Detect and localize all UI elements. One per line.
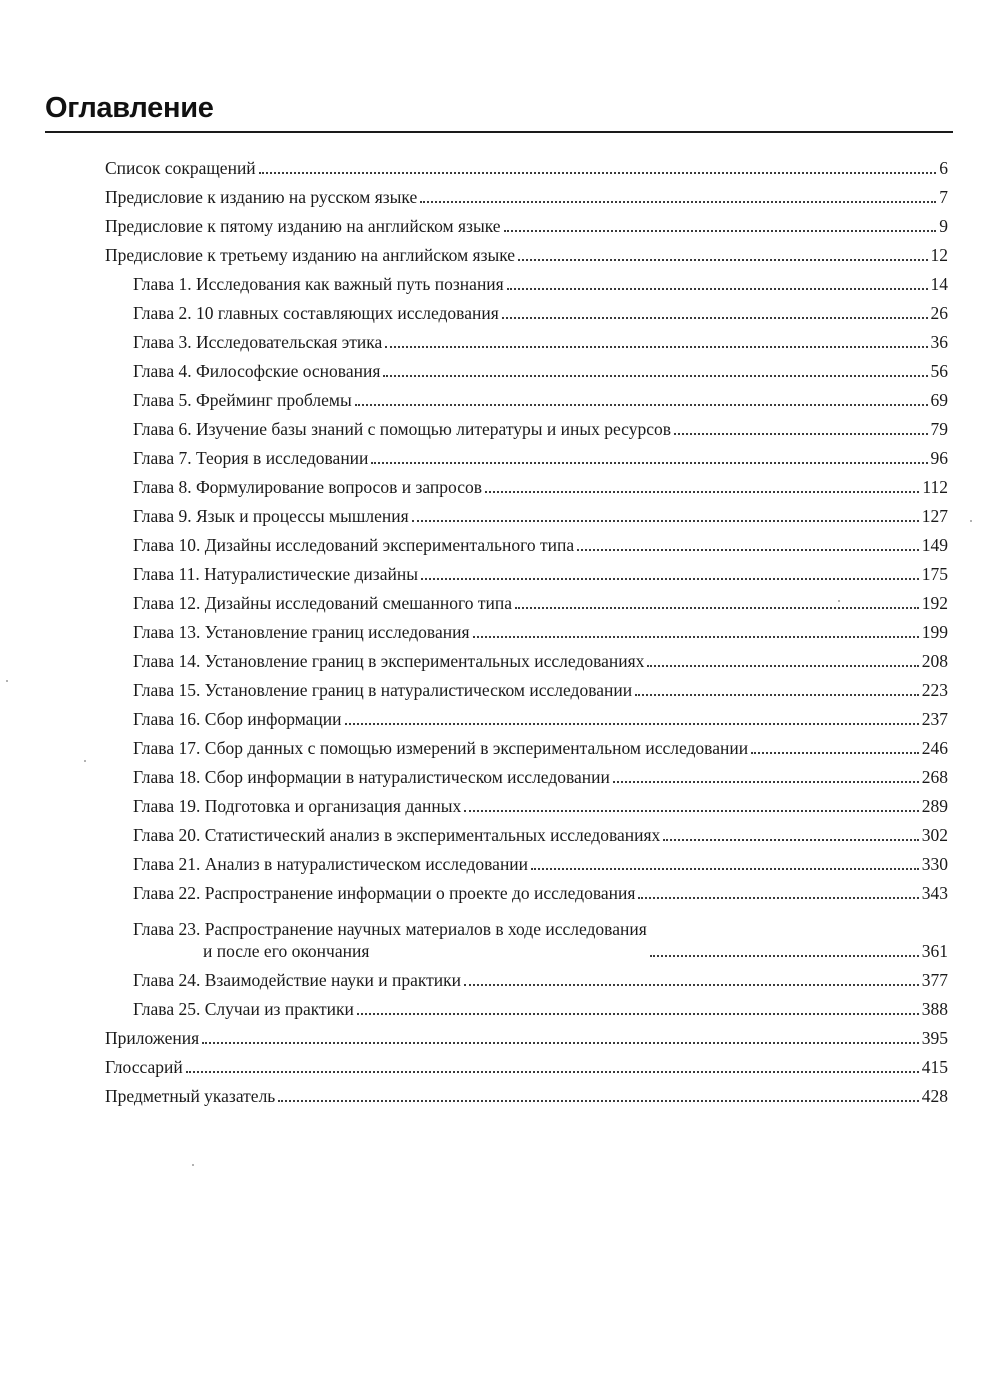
toc-entry-label: Предметный указатель xyxy=(105,1086,276,1106)
toc-chapter-entry[interactable] xyxy=(0,788,1000,817)
dot-leader xyxy=(635,694,919,696)
toc-chapter-entry[interactable] xyxy=(0,585,1000,614)
toc-entry-label: Глава 22. Распространение информации о проекте до исследования xyxy=(133,883,636,903)
toc-entry-page: 208 xyxy=(921,651,948,671)
toc-entry-label: Приложения xyxy=(105,1028,200,1048)
toc-entry-label: Глава 25. Случаи из практики xyxy=(133,999,354,1019)
toc-entry-page: 415 xyxy=(921,1057,948,1077)
toc-chapter-entry[interactable] xyxy=(0,875,1000,904)
toc-entry[interactable] xyxy=(0,237,1000,266)
toc-entry-label: Глава 5. Фрейминг проблемы xyxy=(133,390,352,410)
toc-chapter-entry[interactable] xyxy=(0,730,1000,759)
toc-entry-page: 56 xyxy=(930,361,948,381)
dot-leader xyxy=(259,172,937,174)
toc-entry-label: Глава 17. Сбор данных с помощью измерений в экспериментальном исследовании xyxy=(133,738,749,758)
dot-leader xyxy=(650,955,919,957)
scan-speck xyxy=(838,600,840,602)
toc-entry-page: 302 xyxy=(921,825,948,845)
toc-chapter-entry[interactable] xyxy=(0,527,1000,556)
toc-entry-label: Глава 9. Язык и процессы мышления xyxy=(133,506,409,526)
toc-entry-label: Глава 10. Дизайны исследований экспериментального типа xyxy=(133,535,575,555)
toc-entry-label: Глава 16. Сбор информации xyxy=(133,709,342,729)
dot-leader xyxy=(345,723,919,725)
toc-entry-label-line: Глава 23. Распространение научных материалов в ходе исследования xyxy=(133,919,647,939)
toc-entry-label: Глава 13. Установление границ исследования xyxy=(133,622,470,642)
toc-entry-page: 223 xyxy=(921,680,948,700)
dot-leader xyxy=(473,636,919,638)
toc-entry-page: 268 xyxy=(921,767,948,787)
toc-chapter-entry[interactable] xyxy=(0,411,1000,440)
toc-chapter-entry[interactable] xyxy=(0,324,1000,353)
toc-entry-page: 395 xyxy=(921,1028,948,1048)
dot-leader xyxy=(613,781,919,783)
toc-entry-page: 289 xyxy=(921,796,948,816)
toc-entry-label: Глава 21. Анализ в натуралистическом исследовании xyxy=(133,854,529,874)
toc-entry-label: Глава 20. Статистический анализ в экспериментальных исследованиях xyxy=(133,825,661,845)
toc-entry-label: Глава 12. Дизайны исследований смешанного типа xyxy=(133,593,513,613)
toc-entry-page: 149 xyxy=(921,535,948,555)
scan-speck xyxy=(84,760,86,762)
toc-entry-page: 428 xyxy=(921,1086,948,1106)
dot-leader xyxy=(412,520,919,522)
toc-entry-page: 6 xyxy=(939,158,948,178)
scan-speck xyxy=(6,680,8,682)
toc-entry[interactable] xyxy=(0,1020,1000,1049)
toc-entry-page: 343 xyxy=(921,883,948,903)
toc-entry-page: 246 xyxy=(921,738,948,758)
table-of-contents xyxy=(0,150,1000,1107)
dot-leader xyxy=(202,1042,919,1044)
dot-leader xyxy=(485,491,919,493)
toc-entry-page: 36 xyxy=(930,332,948,352)
toc-chapter-entry[interactable] xyxy=(0,556,1000,585)
toc-entry[interactable] xyxy=(0,150,1000,179)
toc-chapter-entry[interactable] xyxy=(0,759,1000,788)
toc-entry-label: Список сокращений xyxy=(105,158,256,178)
toc-entry-label: Глава 3. Исследовательская этика xyxy=(133,332,383,352)
toc-entry-label: Предисловие к третьему изданию на английском языке xyxy=(105,245,516,265)
scan-speck xyxy=(970,520,972,522)
toc-entry-page: 192 xyxy=(921,593,948,613)
dot-leader xyxy=(464,810,919,812)
toc-chapter-entry[interactable] xyxy=(0,846,1000,875)
toc-entry-page: 79 xyxy=(930,419,948,439)
dot-leader xyxy=(420,201,936,203)
toc-entry-label: Глава 11. Натуралистические дизайны xyxy=(133,564,418,584)
toc-entry-label: Глава 2. 10 главных составляющих исследования xyxy=(133,303,499,323)
dot-leader xyxy=(421,578,919,580)
dot-leader xyxy=(515,607,919,609)
dot-leader xyxy=(371,462,927,464)
toc-entry-page: 388 xyxy=(921,999,948,1019)
dot-leader xyxy=(383,375,927,377)
toc-chapter-entry[interactable] xyxy=(0,266,1000,295)
toc-entry-label: Глава 7. Теория в исследовании xyxy=(133,448,369,468)
toc-entry-label-continuation: и после его окончания xyxy=(203,941,370,961)
toc-chapter-entry[interactable] xyxy=(0,701,1000,730)
dot-leader xyxy=(507,288,928,290)
dot-leader xyxy=(638,897,918,899)
toc-chapter-entry[interactable] xyxy=(0,991,1000,1020)
dot-leader xyxy=(186,1071,919,1073)
toc-chapter-entry[interactable] xyxy=(0,904,1000,962)
dot-leader xyxy=(464,984,919,986)
toc-entry-label: Глава 18. Сбор информации в натуралистическом исследовании xyxy=(133,767,610,787)
dot-leader xyxy=(355,404,928,406)
toc-chapter-entry[interactable] xyxy=(0,672,1000,701)
toc-entry[interactable] xyxy=(0,179,1000,208)
page-title: Оглавление xyxy=(45,92,214,124)
dot-leader xyxy=(278,1100,918,1102)
toc-entry-label: Глава 8. Формулирование вопросов и запросов xyxy=(133,477,482,497)
toc-entry-page: 127 xyxy=(921,506,948,526)
dot-leader xyxy=(577,549,919,551)
toc-entry-page: 14 xyxy=(930,274,948,294)
toc-entry-label: Глава 14. Установление границ в экспериментальных исследованиях xyxy=(133,651,645,671)
toc-chapter-entry[interactable] xyxy=(0,614,1000,643)
toc-entry-page: 26 xyxy=(930,303,948,323)
toc-entry-page: 7 xyxy=(939,187,948,207)
toc-entry-page: 12 xyxy=(930,245,948,265)
toc-chapter-entry[interactable] xyxy=(0,962,1000,991)
dot-leader xyxy=(385,346,927,348)
dot-leader xyxy=(647,665,918,667)
toc-entry-page: 69 xyxy=(930,390,948,410)
dot-leader xyxy=(674,433,928,435)
toc-entry-label xyxy=(133,918,647,962)
toc-entry-label: Предисловие к изданию на русском языке xyxy=(105,187,418,207)
toc-chapter-entry[interactable] xyxy=(0,817,1000,846)
toc-entry-page: 330 xyxy=(921,854,948,874)
title-rule xyxy=(45,131,953,133)
toc-entry-page: 9 xyxy=(939,216,948,236)
toc-entry-page: 199 xyxy=(921,622,948,642)
toc-chapter-entry[interactable] xyxy=(0,353,1000,382)
toc-entry-label: Глава 1. Исследования как важный путь познания xyxy=(133,274,504,294)
dot-leader xyxy=(751,752,919,754)
toc-entry-page: 377 xyxy=(921,970,948,990)
toc-entry-label: Предисловие к пятому изданию на английском языке xyxy=(105,216,501,236)
toc-entry[interactable] xyxy=(0,1078,1000,1107)
toc-entry-label: Глава 24. Взаимодействие науки и практики xyxy=(133,970,461,990)
toc-entry-label: Глава 6. Изучение базы знаний с помощью литературы и иных ресурсов xyxy=(133,419,671,439)
dot-leader xyxy=(504,230,937,232)
toc-entry-page: 237 xyxy=(921,709,948,729)
dot-leader xyxy=(357,1013,919,1015)
dot-leader xyxy=(502,317,928,319)
toc-chapter-entry[interactable] xyxy=(0,643,1000,672)
toc-chapter-entry[interactable] xyxy=(0,498,1000,527)
toc-entry-label: Глоссарий xyxy=(105,1057,183,1077)
toc-chapter-entry[interactable] xyxy=(0,469,1000,498)
toc-entry-label: Глава 19. Подготовка и организация данных xyxy=(133,796,462,816)
toc-entry-page: 96 xyxy=(930,448,948,468)
dot-leader xyxy=(531,868,919,870)
toc-entry-label: Глава 15. Установление границ в натуралистическом исследовании xyxy=(133,680,633,700)
toc-chapter-entry[interactable] xyxy=(0,295,1000,324)
toc-entry-page: 112 xyxy=(922,477,948,497)
dot-leader xyxy=(663,839,918,841)
scan-speck xyxy=(192,1164,194,1166)
dot-leader xyxy=(518,259,927,261)
toc-entry-page: 361 xyxy=(921,941,948,961)
toc-chapter-entry[interactable] xyxy=(0,440,1000,469)
toc-chapter-entry[interactable] xyxy=(0,382,1000,411)
toc-entry[interactable] xyxy=(0,1049,1000,1078)
toc-entry[interactable] xyxy=(0,208,1000,237)
toc-entry-label: Глава 4. Философские основания xyxy=(133,361,381,381)
toc-entry-page: 175 xyxy=(921,564,948,584)
